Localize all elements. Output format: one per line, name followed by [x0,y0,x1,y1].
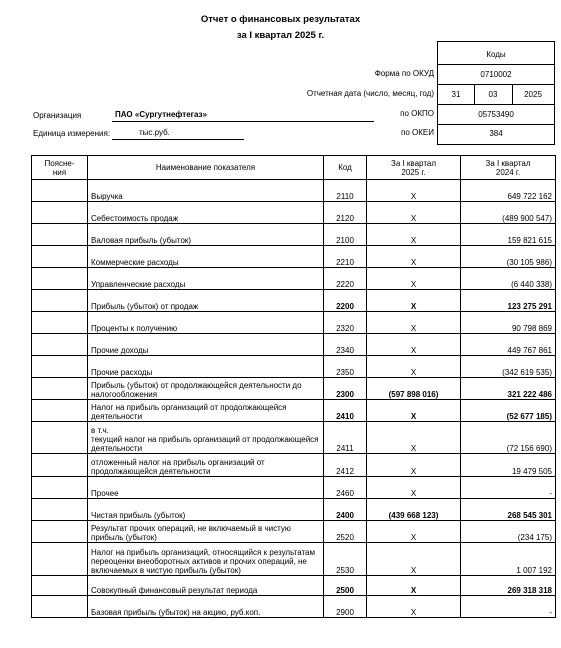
row-current: Х [367,312,461,334]
okpo-value: 05753490 [478,110,514,119]
row-previous: - [461,596,556,618]
table-row [32,400,556,422]
date-label: Отчетная дата (число, месяц, год) [306,89,434,98]
table-row [32,596,556,618]
row-notes [32,543,88,576]
row-previous: 649 722 162 [461,180,556,202]
row-code: 2412 [324,454,367,477]
row-name: Прочее [88,477,324,499]
row-current: Х [367,246,461,268]
row-name: Управленческие расходы [88,268,324,290]
row-previous: (489 900 547) [461,202,556,224]
table-row [32,543,556,576]
row-code: 2520 [324,521,367,543]
okud-value: 0710002 [480,70,512,79]
row-current: Х [367,477,461,499]
row-code: 2900 [324,596,367,618]
row-notes [32,454,88,477]
report-title: Отчет о финансовых результатах [200,14,361,25]
row-name: Выручка [88,180,324,202]
row-name: отложенный налог на прибыль организаций от продолжающейся деятельности [88,454,324,477]
row-previous: (234 175) [461,521,556,543]
date-day: 31 [451,90,461,99]
row-notes [32,596,88,618]
row-name: Себестоимость продаж [88,202,324,224]
row-notes [32,268,88,290]
row-notes [32,290,88,312]
row-notes [32,521,88,543]
row-current: Х [367,268,461,290]
row-current: Х [367,521,461,543]
table-row [32,268,556,290]
row-previous: 449 767 861 [461,334,556,356]
row-name: Налог на прибыль организаций от продолжающейся деятельности [88,400,324,422]
row-current: Х [367,224,461,246]
okei-row [438,125,554,144]
table-row [32,312,556,334]
row-name: Чистая прибыль (убыток) [88,499,324,521]
row-code: 2320 [324,312,367,334]
row-previous: 269 318 318 [461,576,556,596]
table-row [32,356,556,378]
row-name: Прочие расходы [88,356,324,378]
okpo-label: по ОКПО [400,109,434,118]
unit-label: Единица измерения: [33,129,111,138]
row-code: 2340 [324,334,367,356]
table-row [32,290,556,312]
codes-header-row [438,42,554,65]
row-notes [32,224,88,246]
row-code: 2210 [324,246,367,268]
table-row [32,454,556,477]
row-code: 2500 [324,576,367,596]
row-code: 2460 [324,477,367,499]
row-previous: (342 619 535) [461,356,556,378]
row-name: в т.ч. текущий налог на прибыль организаций от продолжающейся деятельности [88,422,324,454]
row-name: Проценты к получению [88,312,324,334]
row-previous: 1 007 192 [461,543,556,576]
header-previous: За I квартал 2024 г. [461,156,556,180]
row-previous: (30 105 986) [461,246,556,268]
okei-value: 384 [489,129,503,138]
header-code: Код [324,156,367,180]
financial-results-table [31,155,556,618]
table-row [32,499,556,521]
row-previous: - [461,477,556,499]
row-previous: 123 275 291 [461,290,556,312]
row-code: 2400 [324,499,367,521]
date-year: 2025 [524,90,542,99]
okpo-row [438,105,554,125]
row-code: 2530 [324,543,367,576]
report-period: за I квартал 2025 г. [236,30,325,41]
row-code: 2110 [324,180,367,202]
row-current: Х [367,543,461,576]
row-current: Х [367,454,461,477]
table-row [32,224,556,246]
org-label: Организация [33,111,82,120]
row-current: (439 668 123) [367,499,461,521]
row-current: Х [367,596,461,618]
row-code: 2120 [324,202,367,224]
row-previous: 90 798 869 [461,312,556,334]
row-name: Прибыль (убыток) от продолжающейся деятельности до налогообложения [88,378,324,400]
row-previous: (52 677 185) [461,400,556,422]
codes-box [437,41,555,145]
row-current: Х [367,290,461,312]
row-name: Валовая прибыль (убыток) [88,224,324,246]
header-name: Наименование показателя [88,156,324,180]
row-current: Х [367,202,461,224]
row-current: (597 898 016) [367,378,461,400]
row-notes [32,499,88,521]
row-notes [32,576,88,596]
row-notes [32,202,88,224]
row-notes [32,400,88,422]
row-current: Х [367,422,461,454]
row-notes [32,246,88,268]
row-notes [32,312,88,334]
row-previous: 321 222 486 [461,378,556,400]
table-row [32,521,556,543]
table-row [32,576,556,596]
row-name: Коммерческие расходы [88,246,324,268]
row-previous: (72 156 690) [461,422,556,454]
row-code: 2300 [324,378,367,400]
table-header-row [32,156,556,180]
date-month: 03 [488,90,498,99]
table-row [32,477,556,499]
date-row [438,85,554,105]
table-row [32,334,556,356]
okud-row [438,65,554,85]
row-notes [32,422,88,454]
row-name: Прочие доходы [88,334,324,356]
row-previous: 268 545 301 [461,499,556,521]
unit-value: тыс.руб. [139,128,170,137]
row-current: Х [367,334,461,356]
row-name: Результат прочих операций, не включаемый в чистую прибыль (убыток) [88,521,324,543]
row-name: Совокупный финансовый результат периода [88,576,324,596]
row-name: Базовая прибыль (убыток) на акцию, руб.коп. [88,596,324,618]
table-row [32,422,556,454]
row-previous: 19 479 505 [461,454,556,477]
row-notes [32,334,88,356]
row-code: 2200 [324,290,367,312]
row-current: Х [367,180,461,202]
row-name: Налог на прибыль организаций, относящийся к результатам переоценки внеоборотных активов и прочих операций, не включаемых в чистую прибыль (убыток) [88,543,324,576]
table-row [32,378,556,400]
table-row [32,246,556,268]
table-row [32,202,556,224]
row-previous: 159 821 615 [461,224,556,246]
row-previous: (6 440 338) [461,268,556,290]
row-code: 2100 [324,224,367,246]
header-notes: Поясне- ния [32,156,88,180]
row-code: 2350 [324,356,367,378]
table-body [32,180,556,618]
row-notes [32,180,88,202]
row-current: Х [367,356,461,378]
row-code: 2220 [324,268,367,290]
row-notes [32,356,88,378]
okud-label: Форма по ОКУД [374,69,434,78]
okei-label: по ОКЕИ [401,128,434,137]
row-notes [32,378,88,400]
row-code: 2411 [324,422,367,454]
row-code: 2410 [324,400,367,422]
table-row [32,180,556,202]
header-current: За I квартал 2025 г. [367,156,461,180]
row-name: Прибыль (убыток) от продаж [88,290,324,312]
codes-header: Коды [486,50,506,59]
row-notes [32,477,88,499]
row-current: Х [367,576,461,596]
row-current: Х [367,400,461,422]
org-value: ПАО «Сургутнефтегаз» [115,110,207,119]
